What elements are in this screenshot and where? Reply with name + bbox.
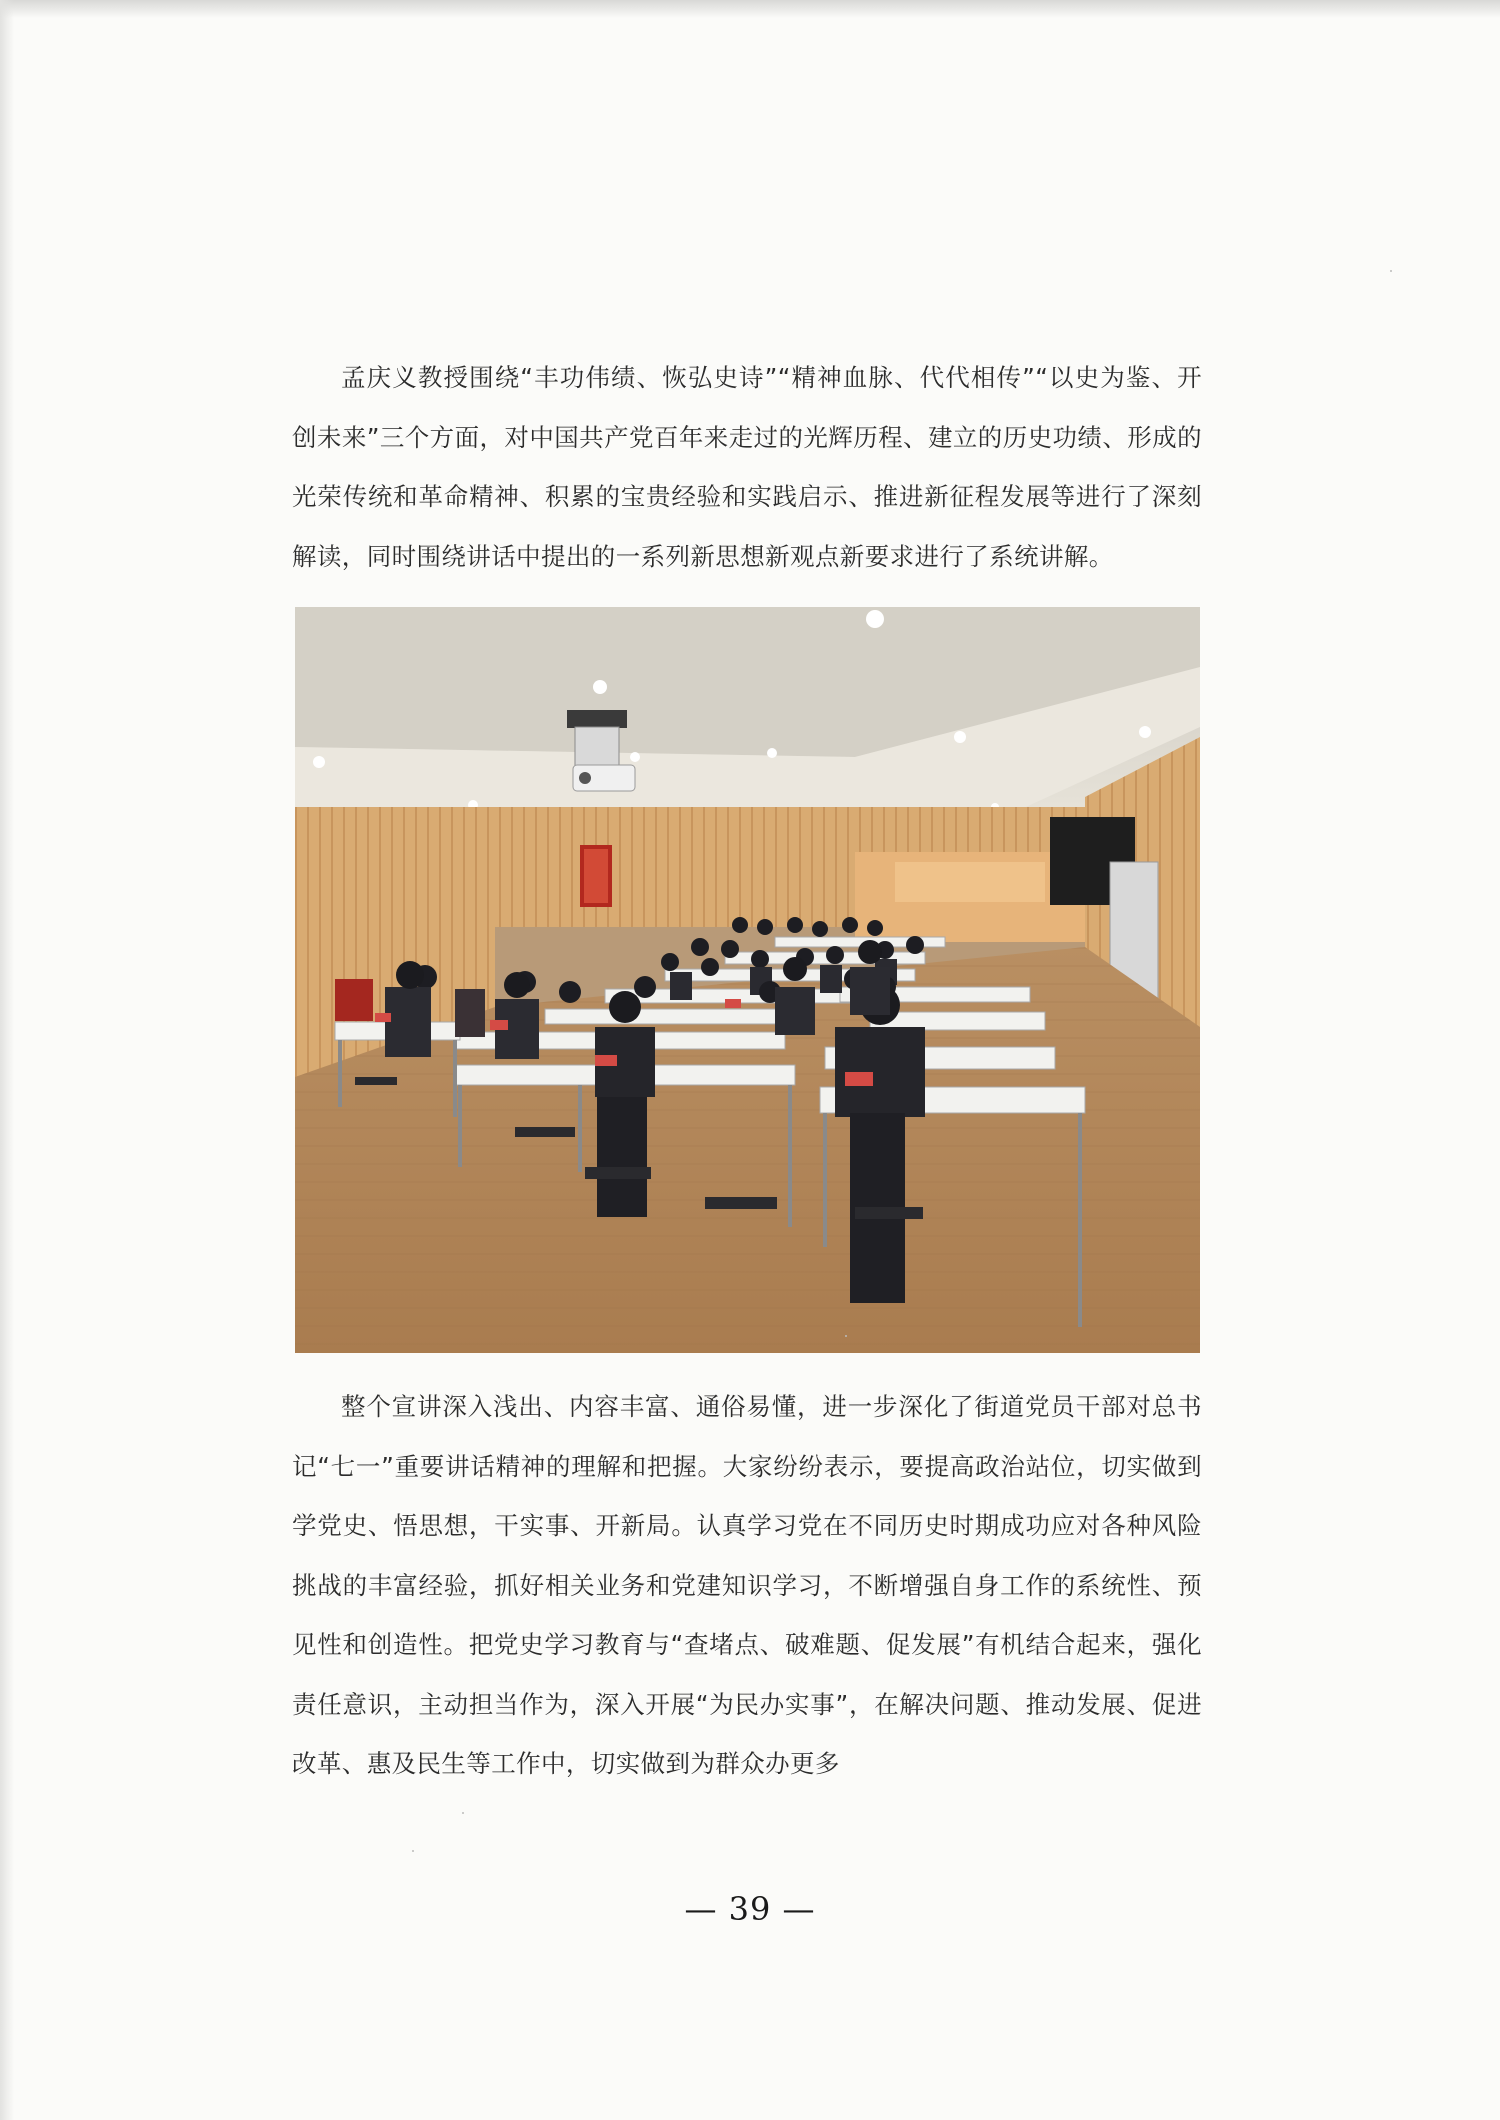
scan-speck [845, 1335, 847, 1337]
page-number: — 39 — [684, 1890, 816, 1928]
scan-speck [462, 1812, 464, 1814]
scan-shadow-left [0, 0, 14, 2120]
body-paragraph-2: 整个宣讲深入浅出、内容丰富、通俗易懂，进一步深化了街道党员干部对总书记“七一”重要讲话精神的理解和把握。大家纷纷表示，要提高政治站位，切实做到学党史、悟思想，干实事、开新局。认真学习党在不同历史时期成功应对各种风险挑战的丰富经验，抓好相关业务和党建知识学习，不断增强自身工作的系统性、预见性和创造性。把党史学习教育与“查堵点、破难题、促发展”有机结合起来，强化责任意识，主动担当作为，深入开展“为民办实事”，在解决问题、推动发展、促进改革、惠及民生等工作中，切实做到为群众办更多 [292, 1392, 1202, 1778]
scan-speck [412, 1850, 414, 1852]
scan-shadow-top [0, 0, 1500, 18]
body-paragraph-1: 孟庆义教授围绕“丰功伟绩、恢弘史诗”“精神血脉、代代相传”“以史为鉴、开创未来”三个方面，对中国共产党百年来走过的光辉历程、建立的历史功绩、形成的光荣传统和革命精神、积累的宝贵经验和实践启示、推进新征程发展等进行了深刻解读，同时围绕讲话中提出的一系列新思想新观点新要求进行了系统讲解。 [292, 363, 1202, 571]
scan-speck [1390, 270, 1392, 272]
lecture-hall-photo [295, 607, 1200, 1353]
